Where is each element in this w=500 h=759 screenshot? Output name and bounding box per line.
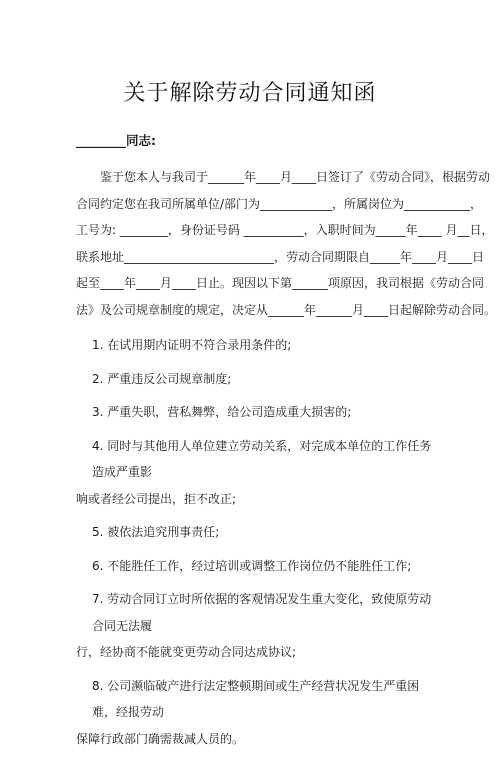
reason-7-continued: 行，经协商不能就变更劳动合同达成协议; <box>76 645 297 659</box>
salutation: ________同志: <box>76 133 156 148</box>
intro-paragraph <box>76 164 497 323</box>
reason-3: 3. 严重失职，营私舞弊，给公司造成重大损害的; <box>92 405 352 419</box>
reason-2: 2. 严重违反公司规章制度; <box>92 371 232 386</box>
list-item <box>92 366 434 393</box>
list-item <box>92 553 434 580</box>
reason-7: 7. 劳动合同订立时所依据的客观情况发生重大变化，致使原劳动合同无法履 <box>92 592 432 633</box>
reason-4: 4. 同时与其他用人单位建立劳动关系，对完成本单位的工作任务造成严重影 <box>92 438 432 479</box>
list-item <box>92 332 434 359</box>
list-item <box>76 586 434 666</box>
reasons-list <box>76 332 434 759</box>
reason-6: 6. 不能胜任工作，经过培训或调整工作岗位仍不能胜任工作; <box>92 558 412 573</box>
reason-5: 5. 被依法追究刑事责任; <box>92 525 220 539</box>
intro-line-3: 工号为: ________，身份证号码 __________，入职时间为_____年____ 月__日， <box>76 223 494 237</box>
list-item <box>76 433 434 513</box>
list-item <box>92 519 434 546</box>
intro-line-5: 起至____年____月____日止。现因以下第______项原因，我司根据《劳动合同 <box>76 276 485 290</box>
intro-line-4: 联系地址_________________________，劳动合同期限自_____年____月____日 <box>76 249 485 264</box>
intro-line-2: 合同约定您在我司所属单位/部门为____________，所属岗位为___________， <box>76 196 483 211</box>
reason-8: 8. 公司濒临破产进行法定整顿期间或生产经营状况发生严重困难，经报劳动 <box>92 678 420 719</box>
list-item <box>92 399 434 426</box>
list-item <box>76 673 434 753</box>
intro-line-6: 法》及公司规章制度的规定，决定从______年______月____日起解除劳动合同。 <box>76 302 497 317</box>
intro-line-1: 鉴于您本人与我司于______年____月____日签订了《劳动合同》，根据劳动 <box>100 170 491 184</box>
reason-4-continued: 响或者经公司提出，拒不改正; <box>76 491 237 506</box>
reason-1: 1. 在试用期内证明不符合录用条件的; <box>92 338 292 352</box>
document-title: 关于解除劳动合同通知函 <box>123 81 377 106</box>
reason-8-continued: 保障行政部门确需裁减人员的。 <box>76 731 245 746</box>
